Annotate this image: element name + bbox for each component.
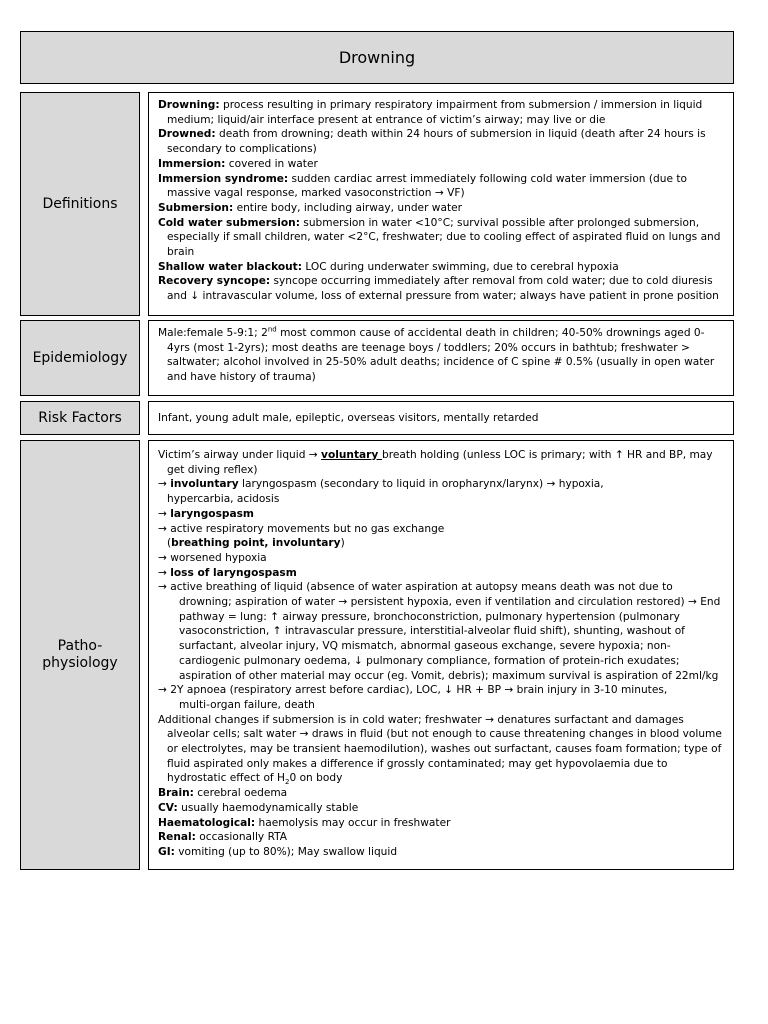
definition-text: death from drowning; death within 24 hours of submersion in liquid (death after 24 hours is secondary to complications) <box>167 128 706 156</box>
risk-factors-label-cell <box>20 401 140 435</box>
definition-item <box>158 157 725 172</box>
patho-system: GI: vomiting (up to 80%); May swallow liquid <box>158 845 398 858</box>
definition-text: LOC during underwater swimming, due to cerebral hypoxia <box>301 260 619 273</box>
definition-text: process resulting in primary respiratory impairment from submersion / immersion in liquid medium; liquid/air interface present at entrance of victim’s airway; may live or die <box>167 99 703 126</box>
epidemiology-content <box>148 320 734 396</box>
definition-term: Cold water submersion: <box>158 216 300 229</box>
definition-item <box>158 201 725 216</box>
definition-item <box>158 127 725 156</box>
risk-factors-content <box>148 401 734 435</box>
definition-item <box>158 274 725 303</box>
definition-term: Submersion: <box>158 201 234 214</box>
definition-term: Immersion syndrome: <box>158 172 289 185</box>
definition-term: Drowning: <box>158 99 220 111</box>
definitions-label-cell <box>20 92 140 316</box>
patho-step: Victim’s airway under liquid → voluntary breath holding (unless LOC is primary; with ↑ HR and BP, may get diving reflex) <box>158 449 713 476</box>
definition-item <box>158 172 725 201</box>
patho-cold-water: Additional changes if submersion is in cold water; freshwater → denatures surfactant and damages alveolar cells; salt water → draws in fluid (but not enough to cause threatening changes in blood volume or electrolytes, may be transient haemodilution), washes out surfactant, causes foam formation; type of fluid aspirated only makes a difference if grossly contaminated; may get hypovolaemia due to hydrostatic effect of $H_20$ on body <box>158 713 722 787</box>
epidemiology-label: Epidemiology <box>32 349 128 366</box>
definitions-content <box>148 92 734 316</box>
definitions-label: Definitions <box>42 195 118 212</box>
pathophysiology-content <box>148 440 734 870</box>
definition-text: covered in water <box>225 157 318 170</box>
pathophysiology-label: Patho-physiology <box>42 638 118 671</box>
definition-term: Recovery syncope: <box>158 275 271 288</box>
patho-step: → laryngospasm <box>158 507 254 520</box>
definition-item <box>158 260 725 275</box>
patho-step: → active respiratory movements but no gas exchange (breathing point, involuntary) <box>158 522 445 550</box>
patho-step: → loss of laryngospasm <box>158 566 297 579</box>
epidemiology-label-cell <box>20 320 140 396</box>
risk-factors-label: Risk Factors <box>38 409 122 426</box>
definition-term: Shallow water blackout: <box>158 260 302 273</box>
definition-text: entire body, including airway, under water <box>233 201 462 214</box>
definition-text: sudden cardiac arrest immediately following cold water immersion (due to massive vagal response, marked vasoconstriction → VF) <box>167 172 687 200</box>
definition-term: Immersion: <box>158 157 226 170</box>
definition-text: submersion in water <10°C; survival possible after prolonged submersion, especially if small children, water <2°C, freshwater; due to cooling effect of aspirated fluid on lungs and brain <box>167 216 721 259</box>
title-text: Drowning <box>338 48 416 67</box>
patho-step: → 2Y apnoea (respiratory arrest before cardiac), LOC, ↓ HR + BP → brain injury in 3-10 minutes, multi-organ failure, death <box>158 684 668 711</box>
definition-term: Drowned: <box>158 128 216 141</box>
definition-text: syncope occurring immediately after removal from cold water; due to cold diuresis and ↓ intravascular volume, loss of external pressure from water; always have patient in prone position <box>167 275 719 303</box>
definition-item <box>158 98 725 127</box>
risk-factors-text: Infant, young adult male, epileptic, overseas visitors, mentally retarded <box>158 412 539 424</box>
pathophysiology-label-cell <box>20 440 140 870</box>
patho-system: Brain: cerebral oedema <box>158 787 288 800</box>
patho-step: → active breathing of liquid (absence of water aspiration at autopsy means death was not due to drowning; aspiration of water → persistent hypoxia, even if ventilation and circulation restored) → End pathway = lung: ↑ airway pressure, bronchoconstriction, pulmonary hypertension (pulmonary vasoconstriction, ↑ intravascular pressure, interstitial-alveolar fluid shift), shunting, washout of surfactant, alveolar injury, VQ mismatch, abnormal gaseous exchange, severe hypoxia; non-cardiogenic pulmonary oedema, ↓ pulmonary compliance, formation of protein-rich exudates; aspiration of other material may occur (eg. Vomit, debris); maximum survival is aspiration of 22ml/kg <box>158 581 721 682</box>
definition-item <box>158 216 725 260</box>
patho-system: Renal: occasionally RTA <box>158 831 288 844</box>
page-title <box>20 31 734 84</box>
patho-system: CV: usually haemodynamically stable <box>158 801 359 814</box>
patho-system: Haematological: haemolysis may occur in freshwater <box>158 816 451 829</box>
patho-step: → involuntary laryngospasm (secondary to liquid in oropharynx/larynx) → hypoxia, hypercarbia, acidosis <box>158 478 604 506</box>
patho-step: → worsened hypoxia <box>158 551 267 564</box>
epidemiology-text: Male:female 5-9:1; 2nd most common cause of accidental death in children; 40-50% drownings aged 0-4yrs (most 1-2yrs); most deaths are teenage boys / toddlers; 20% occurs in bathtub; freshwater > saltwater; alcohol involved in 25-50% adult deaths; incidence of C spine # 0.5% (usually in open water and have history of trauma) <box>158 325 715 384</box>
